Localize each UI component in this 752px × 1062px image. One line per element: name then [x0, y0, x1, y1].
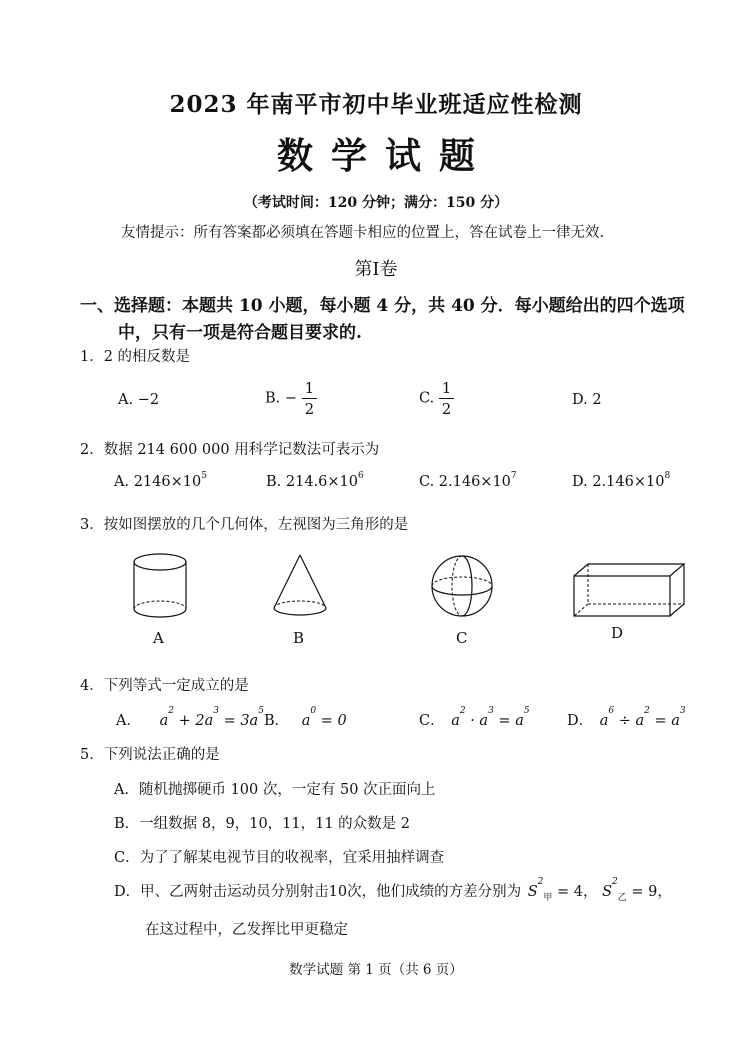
q2-option-a: [114, 471, 207, 490]
figure-label-d: D: [611, 624, 624, 642]
q2-option-c: [419, 471, 517, 490]
q3-stem: 3．按如图摆放的几个几何体，左视图为三角形的是: [80, 517, 409, 533]
variance-sub-jia: 甲: [543, 892, 553, 903]
figure-label-c: C: [456, 629, 468, 647]
q2-option-c-exponent: 7: [510, 471, 517, 481]
q5-option-d-continuation: 在这过程中，乙发挥比甲更稳定: [145, 922, 348, 938]
q1-option-c: [419, 378, 454, 419]
q5-option-a: A．随机抛掷硬币 100 次，一定有 50 次正面向上: [114, 782, 436, 798]
q5-stem: 5．下列说法正确的是: [80, 747, 220, 763]
q2-option-a-exponent: 5: [201, 471, 207, 481]
subject-title: 数学试题: [276, 135, 493, 177]
q1-stem: 1．2 的相反数是: [80, 349, 191, 365]
page-footer: 数学试题 第 1 页（共 6 页）: [289, 962, 463, 978]
q4-option-a: A． $a^2 + 2a^3 = 3a^5$: [116, 706, 264, 729]
q5-option-b: B．一组数据 8，9，10，11，11 的众数是 2: [114, 816, 411, 832]
q4-option-a-label: A．: [116, 713, 141, 729]
q2-option-d-exponent: 8: [664, 471, 671, 481]
q5-option-c: C．为了了解某电视节目的收视率，宜采用抽样调查: [114, 850, 445, 866]
q4-option-b: B． $a^0 = 0$: [264, 706, 347, 729]
q1-option-b-sign: −: [284, 390, 298, 407]
q2-stem: 2．数据 214 600 000 用科学记数法可表示为: [80, 442, 380, 458]
q2-option-c-base: C. 2.146×10: [419, 474, 511, 490]
variance-value-yi: = 9: [631, 884, 658, 900]
q2-option-d: [572, 471, 671, 490]
exam-info: （考试时间：120 分钟；满分：150 分）: [243, 195, 509, 211]
q4-option-d-label: D．: [567, 713, 594, 729]
figure-label-a: A: [153, 629, 164, 647]
fraction-denominator: 2: [441, 400, 452, 418]
sphere-figure: [430, 555, 494, 621]
q1-option-c-label: C.: [419, 390, 435, 407]
volume-label: 第Ⅰ卷: [354, 259, 398, 280]
q5-option-d: D．甲、乙两射击运动员分别射击10次，他们成绩的方差分别为 $S^2_甲 = 4$， $S^2_乙 = 9$，: [114, 877, 672, 903]
q4-stem: 4．下列等式一定成立的是: [80, 678, 249, 694]
q1-option-a: A. −2: [118, 392, 160, 408]
section-heading-line2: 中，只有一项是符合题目要求的.: [118, 323, 362, 343]
q2-option-b-exponent: 6: [357, 471, 364, 481]
variance-value-jia: = 4: [556, 884, 583, 900]
q1-option-b-fraction: [302, 378, 318, 419]
fraction-denominator: 2: [304, 400, 315, 418]
q5-option-d-text: D．甲、乙两射击运动员分别射击10次，他们成绩的方差分别为: [114, 884, 522, 900]
cone-figure: [271, 553, 329, 623]
cylinder-figure: [132, 553, 188, 623]
q1-option-d: D. 2: [572, 392, 602, 408]
fraction-numerator: 1: [302, 378, 318, 399]
fraction-numerator: 1: [439, 378, 455, 399]
figure-label-b: B: [293, 629, 305, 647]
exam-title: 2023 年南平市初中毕业班适应性检测: [169, 91, 583, 118]
q2-option-d-base: D. 2.146×10: [572, 474, 665, 490]
q2-option-a-base: A. 2146×10: [114, 474, 202, 490]
q1-option-b: [265, 378, 317, 419]
variance-sub-yi: 乙: [617, 892, 627, 903]
q4-option-c: C． $a^2 \cdot a^3 = a^5$: [419, 706, 530, 729]
q1-option-c-fraction: [439, 378, 455, 419]
q4-option-c-label: C．: [419, 713, 445, 729]
section-heading-line1: 一、选择题：本题共 10 小题，每小题 4 分，共 40 分．每小题给出的四个选项: [80, 296, 685, 316]
q2-option-b-base: B. 214.6×10: [266, 474, 358, 490]
q1-option-b-label: B.: [265, 390, 281, 407]
q2-option-b: [266, 471, 364, 490]
q4-option-b-label: B．: [264, 713, 290, 729]
cuboid-figure: [572, 562, 686, 622]
notice-text: 友情提示：所有答案都必须填在答题卡相应的位置上，答在试卷上一律无效.: [121, 225, 605, 241]
q4-option-d: D． $a^6 \div a^2 = a^3$: [567, 706, 686, 729]
